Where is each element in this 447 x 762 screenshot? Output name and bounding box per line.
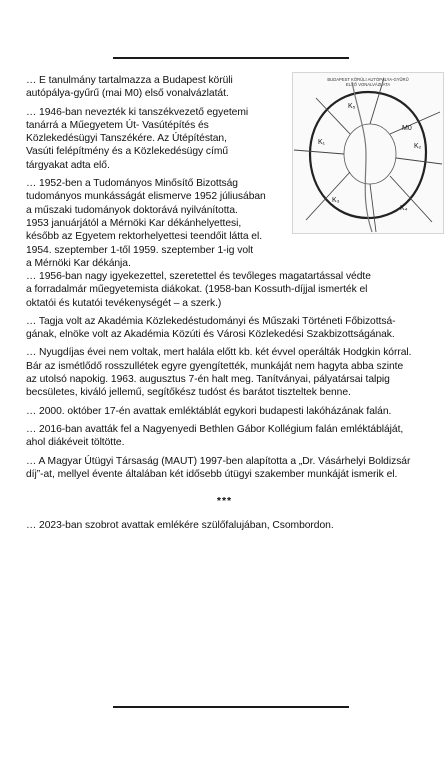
- paragraph-5: [26, 423, 423, 450]
- text-line: ahol diákéveit töltötte.: [26, 437, 125, 449]
- text-line: díj”-at, mellyel évente általában két idősebb útügyi szakember munkáját ismerik el.: [26, 468, 398, 480]
- text-line: … Tagja volt az Akadémia Közlekedéstudományi és Műszaki Történeti Főbizottsá-: [26, 315, 396, 327]
- text-line: Vasúti felépítmény és a Közlekedésügy című: [26, 146, 229, 158]
- text-line: a műszaki tudományok doktorává nyilvánította.: [26, 204, 238, 216]
- text-line: … Nyugdíjas évei nem voltak, mert halála előtt kb. két évvel operálták Hodgkin kórral.: [26, 347, 412, 359]
- text-line: a Mérnöki Kar dékánja.: [26, 257, 131, 269]
- map-caption-2: ELSŐ VONALVÁZLATA: [345, 82, 391, 87]
- article-body: [26, 74, 423, 537]
- text-line: oktatói és kutatói tevékenységét – a szerk.): [26, 297, 222, 309]
- paragraph-2: [26, 315, 423, 342]
- text-line: később az Egyetem rektorhelyettesi teendőit látta el.: [26, 231, 263, 243]
- text-line: tanárrá a Műegyetem Út- Vasútépítés és: [26, 119, 209, 131]
- map-label-k1: K₁: [318, 139, 326, 146]
- main-text: [26, 270, 423, 481]
- intro-text: [26, 74, 288, 275]
- text-line: Bár az ismétlődő rosszullétek egyre gyengítették, munkáját nem hagyta abba szinte: [26, 360, 404, 372]
- intro-paragraph-1: [26, 74, 288, 101]
- text-line: … 2000. október 17-én avattak emléktáblát egykori budapesti lakóházának falán.: [26, 405, 392, 417]
- text-line: Közlekedésügyi Tanszékére. Az Útépítéstan,: [26, 133, 227, 145]
- text-line: … E tanulmány tartalmazza a Budapest körüli: [26, 75, 233, 86]
- bottom-divider: [113, 706, 349, 708]
- intro-block: [26, 74, 423, 270]
- text-line: … 1952-ben a Tudományos Minősítő Bizottság: [26, 178, 238, 190]
- map-label-k5: K₅: [348, 103, 356, 110]
- map-label-m0: M0: [402, 125, 412, 132]
- text-line: … A Magyar Útügyi Társaság (MAUT) 1997-ben alapította a „Dr. Vásárhelyi Boldizsár: [26, 455, 411, 467]
- map-label-k3: K₃: [332, 197, 340, 204]
- text-line: becsületes, kiváló jellemű, segítőkész tudóst és barátot tiszteltek benne.: [26, 387, 351, 399]
- paragraph-6: [26, 455, 423, 482]
- text-line: tudományos munkásságát elismerve 1952 júliusában: [26, 191, 266, 203]
- paragraph-4: [26, 405, 423, 418]
- closing-paragraph: … 2023-ban szobrot avattak emlékére szülőfalujában, Csombordon.: [26, 520, 334, 532]
- text-line: 1953 januárjától a Mérnöki Kar dékánhelyettesi,: [26, 217, 242, 229]
- top-divider: [113, 57, 349, 59]
- map-label-k4: K₄: [400, 205, 408, 212]
- map-caption-1: BUDAPEST KÖRÜLI AUTÓPÁLYA-GYŰRŰ: [327, 77, 409, 82]
- section-separator: ***: [216, 495, 233, 508]
- intro-paragraph-3: [26, 177, 288, 270]
- paragraph-3: [26, 346, 423, 399]
- text-line: … 1946-ban nevezték ki tanszékvezető egyetemi: [26, 106, 249, 118]
- text-line: gának, elnöke volt az Akadémia Közúti és Városi Közlekedési Szakbizottságának.: [26, 329, 395, 341]
- text-line: az utolsó napokig. 1963. augusztus 7-én halt meg. Tanítványai, pályatársai talpig: [26, 374, 390, 386]
- ring-road-map: [292, 72, 444, 234]
- text-line: … 2016-ban avatták fel a Nagyenyedi Bethlen Gábor Kollégium falán emléktábláját,: [26, 423, 404, 435]
- paragraph-1: [26, 270, 423, 310]
- map-label-k2: K₂: [414, 143, 422, 150]
- intro-paragraph-2: [26, 106, 288, 172]
- text-line: autópálya-gyűrű (mai M0) első vonalvázlatát.: [26, 88, 229, 100]
- text-line: … 1956-ban nagy igyekezettel, szeretettel és tevőleges magatartással védte: [26, 271, 371, 282]
- text-line: a forradalmár műegyetemista diákokat. (1958-ban Kossuth-díjjal ismerték el: [26, 284, 368, 296]
- text-line: tárgyakat adta elő.: [26, 159, 110, 171]
- text-line: 1954. szeptember 1-től 1959. szeptember 1-ig volt: [26, 244, 254, 256]
